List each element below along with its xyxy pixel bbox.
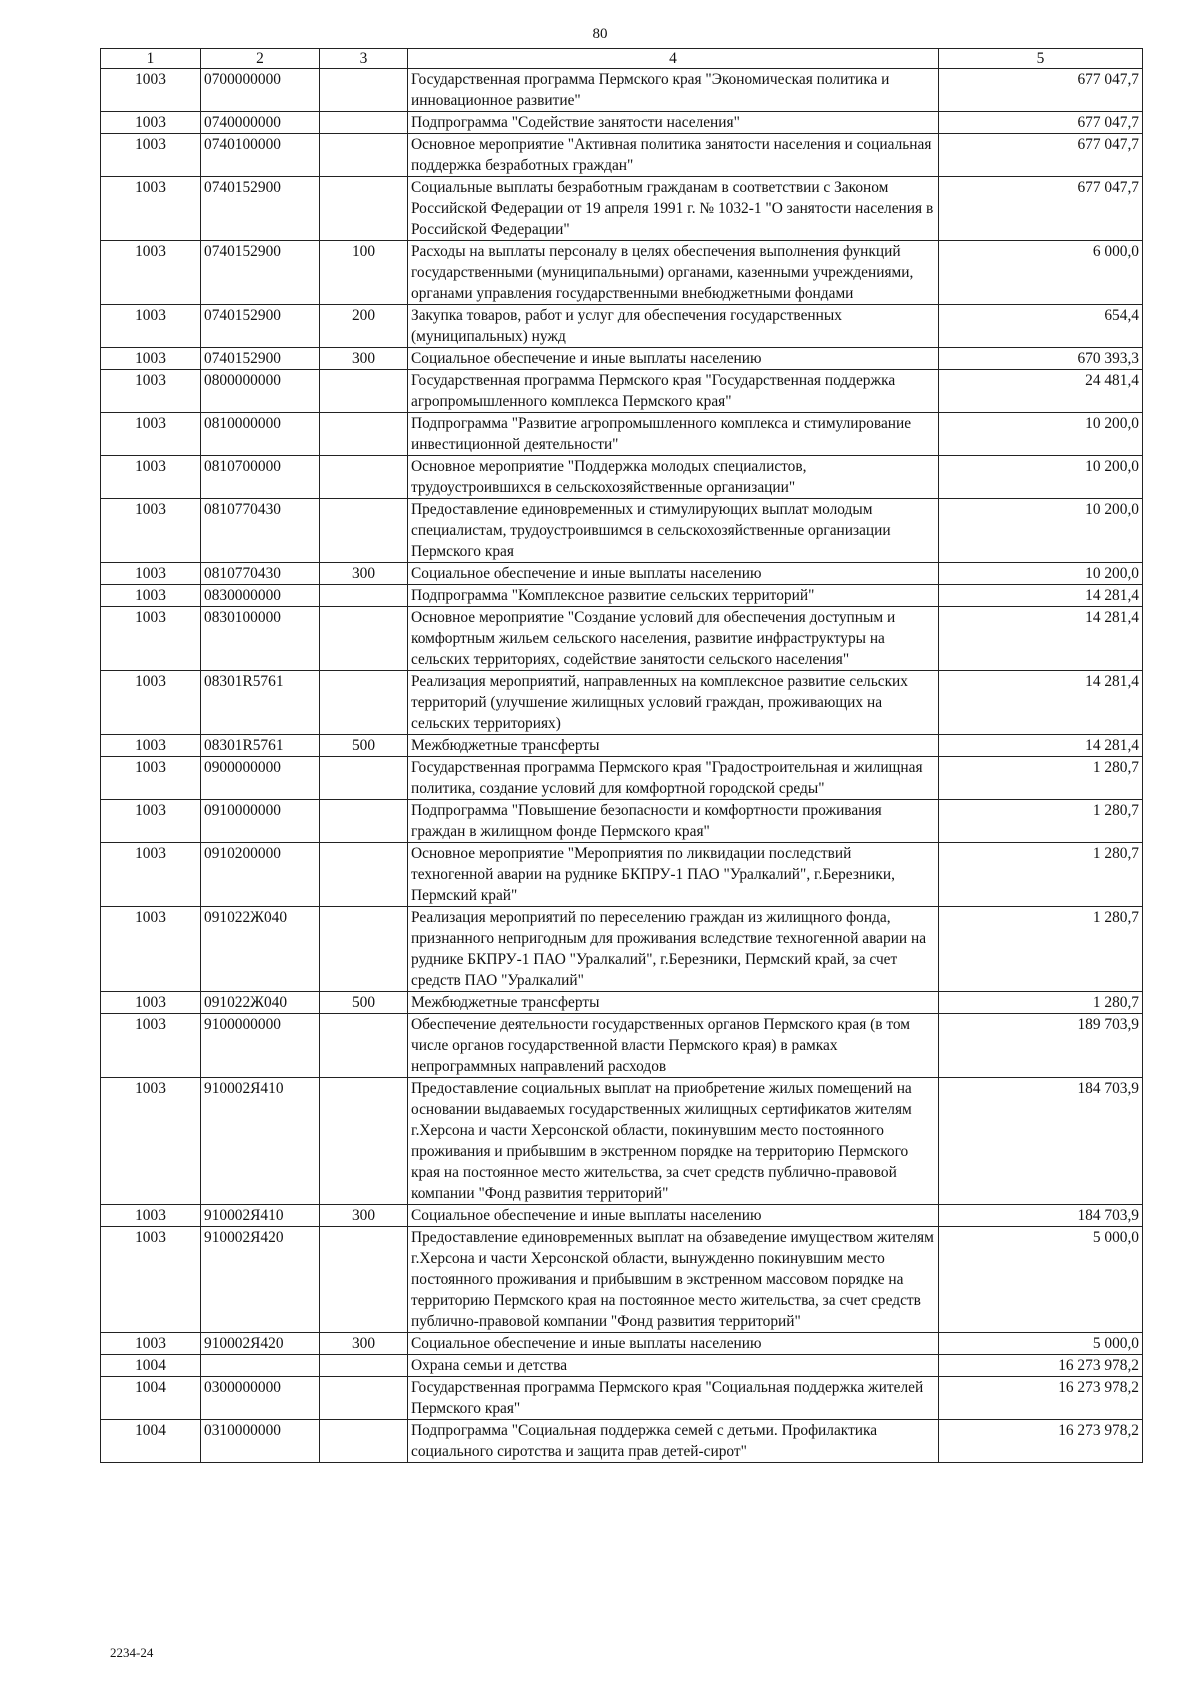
item-name-cell: Социальное обеспечение и иные выплаты населению [408, 348, 939, 370]
table-row [101, 563, 1143, 585]
header-col-5: 5 [939, 49, 1143, 69]
item-name-cell: Предоставление социальных выплат на приобретение жилых помещений на основании выдаваемых государственных жилищных сертификатов жителям г.Херсона и части Херсонской области, покинувшим место постоянного проживания и прибывшим в экстренном порядке на территорию Пермского края на постоянное место жительства, за счет средств публично-правовой компании "Фонд развития территорий" [408, 1078, 939, 1205]
amount-cell: 677 047,7 [939, 134, 1143, 177]
section-cell: 1003 [101, 1078, 201, 1205]
amount-cell: 1 280,7 [939, 800, 1143, 843]
target-article-cell: 08301R5761 [201, 671, 320, 735]
amount-cell: 670 393,3 [939, 348, 1143, 370]
target-article-cell: 9100000000 [201, 1014, 320, 1078]
amount-cell: 10 200,0 [939, 563, 1143, 585]
target-article-cell: 0740100000 [201, 134, 320, 177]
amount-cell: 24 481,4 [939, 370, 1143, 413]
expense-type-cell [320, 112, 408, 134]
section-cell: 1003 [101, 1227, 201, 1333]
section-cell: 1003 [101, 348, 201, 370]
item-name-cell: Подпрограмма "Развитие агропромышленного комплекса и стимулирование инвестиционной деятельности" [408, 413, 939, 456]
amount-cell: 1 280,7 [939, 907, 1143, 992]
expense-type-cell: 500 [320, 735, 408, 757]
amount-cell: 14 281,4 [939, 735, 1143, 757]
section-cell: 1003 [101, 1205, 201, 1227]
table-row [101, 177, 1143, 241]
header-row [101, 49, 1143, 69]
table-row [101, 607, 1143, 671]
table-row [101, 1420, 1143, 1463]
amount-cell: 10 200,0 [939, 456, 1143, 499]
table-row [101, 992, 1143, 1014]
amount-cell: 654,4 [939, 305, 1143, 348]
item-name-cell: Государственная программа Пермского края "Экономическая политика и инновационное развитие" [408, 69, 939, 112]
section-cell: 1003 [101, 992, 201, 1014]
section-cell: 1003 [101, 177, 201, 241]
item-name-cell: Реализация мероприятий по переселению граждан из жилищного фонда, признанного непригодным для проживания вследствие техногенной аварии на руднике БКПРУ-1 ПАО "Уралкалий", г.Березники, Пермский край, за счет средств ПАО "Уралкалий" [408, 907, 939, 992]
expense-type-cell [320, 671, 408, 735]
section-cell: 1003 [101, 305, 201, 348]
header-col-2: 2 [201, 49, 320, 69]
table-row [101, 456, 1143, 499]
table-row [101, 370, 1143, 413]
table-row [101, 1227, 1143, 1333]
expense-type-cell [320, 1377, 408, 1420]
item-name-cell: Расходы на выплаты персоналу в целях обеспечения выполнения функций государственными (муниципальными) органами, казенными учреждениями, органами управления государственными внебюджетными фондами [408, 241, 939, 305]
expense-type-cell: 300 [320, 1205, 408, 1227]
table-row [101, 1355, 1143, 1377]
target-article-cell: 0700000000 [201, 69, 320, 112]
expense-type-cell [320, 499, 408, 563]
amount-cell: 14 281,4 [939, 585, 1143, 607]
document-code: 2234-24 [110, 1645, 154, 1660]
expense-type-cell [320, 134, 408, 177]
target-article-cell: 0830000000 [201, 585, 320, 607]
table-row [101, 112, 1143, 134]
expense-type-cell [320, 585, 408, 607]
target-article-cell: 0900000000 [201, 757, 320, 800]
expense-type-cell [320, 757, 408, 800]
item-name-cell: Основное мероприятие "Поддержка молодых специалистов, трудоустроившихся в сельскохозяйственные организации" [408, 456, 939, 499]
section-cell: 1003 [101, 241, 201, 305]
item-name-cell: Социальное обеспечение и иные выплаты населению [408, 1205, 939, 1227]
section-cell: 1003 [101, 1333, 201, 1355]
expense-type-cell [320, 456, 408, 499]
expense-type-cell [320, 1014, 408, 1078]
table-row [101, 757, 1143, 800]
table-row [101, 800, 1143, 843]
target-article-cell: 0810700000 [201, 456, 320, 499]
table-row [101, 348, 1143, 370]
expense-type-cell [320, 1420, 408, 1463]
expense-type-cell [320, 69, 408, 112]
target-article-cell: 910002Я420 [201, 1227, 320, 1333]
amount-cell: 1 280,7 [939, 843, 1143, 907]
amount-cell: 1 280,7 [939, 992, 1143, 1014]
item-name-cell: Социальное обеспечение и иные выплаты населению [408, 1333, 939, 1355]
table-row [101, 1014, 1143, 1078]
item-name-cell: Реализация мероприятий, направленных на комплексное развитие сельских территорий (улучшение жилищных условий граждан, проживающих на сельских территориях) [408, 671, 939, 735]
section-cell: 1004 [101, 1377, 201, 1420]
amount-cell: 14 281,4 [939, 671, 1143, 735]
item-name-cell: Подпрограмма "Содействие занятости населения" [408, 112, 939, 134]
section-cell: 1003 [101, 563, 201, 585]
section-cell: 1003 [101, 757, 201, 800]
target-article-cell: 0740152900 [201, 305, 320, 348]
expense-type-cell [320, 1355, 408, 1377]
item-name-cell: Государственная программа Пермского края "Социальная поддержка жителей Пермского края" [408, 1377, 939, 1420]
expense-type-cell: 300 [320, 1333, 408, 1355]
table-row [101, 1377, 1143, 1420]
item-name-cell: Подпрограмма "Социальная поддержка семей с детьми. Профилактика социального сиротства и защита прав детей-сирот" [408, 1420, 939, 1463]
item-name-cell: Межбюджетные трансферты [408, 735, 939, 757]
expense-type-cell [320, 1227, 408, 1333]
table-row [101, 241, 1143, 305]
section-cell: 1003 [101, 499, 201, 563]
item-name-cell: Охрана семьи и детства [408, 1355, 939, 1377]
section-cell: 1003 [101, 370, 201, 413]
target-article-cell: 910002Я410 [201, 1205, 320, 1227]
table-row [101, 134, 1143, 177]
expense-type-cell [320, 370, 408, 413]
section-cell: 1003 [101, 907, 201, 992]
section-cell: 1003 [101, 134, 201, 177]
item-name-cell: Подпрограмма "Комплексное развитие сельских территорий" [408, 585, 939, 607]
expense-type-cell: 300 [320, 563, 408, 585]
section-cell: 1003 [101, 456, 201, 499]
expense-type-cell: 500 [320, 992, 408, 1014]
target-article-cell: 0830100000 [201, 607, 320, 671]
target-article-cell: 910002Я410 [201, 1078, 320, 1205]
target-article-cell: 0300000000 [201, 1377, 320, 1420]
section-cell: 1003 [101, 735, 201, 757]
section-cell: 1003 [101, 843, 201, 907]
table-row [101, 671, 1143, 735]
table-header [101, 49, 1143, 69]
item-name-cell: Межбюджетные трансферты [408, 992, 939, 1014]
table-row [101, 499, 1143, 563]
target-article-cell: 0740000000 [201, 112, 320, 134]
target-article-cell: 0740152900 [201, 348, 320, 370]
expense-type-cell [320, 907, 408, 992]
budget-table [100, 48, 1143, 1463]
target-article-cell: 08301R5761 [201, 735, 320, 757]
expense-type-cell [320, 1078, 408, 1205]
amount-cell: 16 273 978,2 [939, 1420, 1143, 1463]
amount-cell: 1 280,7 [939, 757, 1143, 800]
target-article-cell: 0310000000 [201, 1420, 320, 1463]
amount-cell: 16 273 978,2 [939, 1355, 1143, 1377]
expense-type-cell [320, 607, 408, 671]
section-cell: 1004 [101, 1355, 201, 1377]
expense-type-cell [320, 843, 408, 907]
target-article-cell: 0810770430 [201, 499, 320, 563]
amount-cell: 16 273 978,2 [939, 1377, 1143, 1420]
expense-type-cell: 200 [320, 305, 408, 348]
item-name-cell: Социальные выплаты безработным гражданам в соответствии с Законом Российской Федерации от 19 апреля 1991 г. № 1032-1 "О занятости населения в Российской Федерации" [408, 177, 939, 241]
section-cell: 1003 [101, 1014, 201, 1078]
table-row [101, 413, 1143, 456]
section-cell: 1003 [101, 413, 201, 456]
table-row [101, 585, 1143, 607]
header-col-3: 3 [320, 49, 408, 69]
item-name-cell: Государственная программа Пермского края "Государственная поддержка агропромышленного комплекса Пермского края" [408, 370, 939, 413]
item-name-cell: Социальное обеспечение и иные выплаты населению [408, 563, 939, 585]
amount-cell: 6 000,0 [939, 241, 1143, 305]
amount-cell: 14 281,4 [939, 607, 1143, 671]
target-article-cell: 0740152900 [201, 241, 320, 305]
expense-type-cell [320, 413, 408, 456]
item-name-cell: Основное мероприятие "Мероприятия по ликвидации последствий техногенной аварии на руднике БКПРУ-1 ПАО "Уралкалий", г.Березники, Пермский край" [408, 843, 939, 907]
header-col-4: 4 [408, 49, 939, 69]
target-article-cell: 0810770430 [201, 563, 320, 585]
section-cell: 1003 [101, 671, 201, 735]
header-col-1: 1 [101, 49, 201, 69]
target-article-cell: 0800000000 [201, 370, 320, 413]
target-article-cell: 0740152900 [201, 177, 320, 241]
section-cell: 1003 [101, 585, 201, 607]
page-number: 80 [592, 26, 608, 42]
item-name-cell: Основное мероприятие "Создание условий для обеспечения доступным и комфортным жильем сельского населения, развитие инфраструктуры на сельских территориях, содействие занятости сельского населения" [408, 607, 939, 671]
target-article-cell: 0810000000 [201, 413, 320, 456]
table-row [101, 843, 1143, 907]
table-row [101, 69, 1143, 112]
target-article-cell: 091022Ж040 [201, 907, 320, 992]
item-name-cell: Предоставление единовременных выплат на обзаведение имуществом жителям г.Херсона и части Херсонской области, вынужденно покинувшим место постоянного проживания и прибывшим в экстренном массовом порядке на территорию Пермского края на постоянное место жительства, за счет средств публично-правовой компании "Фонд развития территорий" [408, 1227, 939, 1333]
table-row [101, 907, 1143, 992]
item-name-cell: Закупка товаров, работ и услуг для обеспечения государственных (муниципальных) нужд [408, 305, 939, 348]
target-article-cell [201, 1355, 320, 1377]
amount-cell: 677 047,7 [939, 69, 1143, 112]
amount-cell: 677 047,7 [939, 112, 1143, 134]
table-row [101, 735, 1143, 757]
table-row [101, 305, 1143, 348]
table-row [101, 1205, 1143, 1227]
item-name-cell: Обеспечение деятельности государственных органов Пермского края (в том числе органов государственной власти Пермского края) в рамках непрограммных направлений расходов [408, 1014, 939, 1078]
amount-cell: 189 703,9 [939, 1014, 1143, 1078]
amount-cell: 5 000,0 [939, 1227, 1143, 1333]
amount-cell: 184 703,9 [939, 1205, 1143, 1227]
item-name-cell: Основное мероприятие "Активная политика занятости населения и социальная поддержка безработных граждан" [408, 134, 939, 177]
section-cell: 1003 [101, 69, 201, 112]
expense-type-cell: 300 [320, 348, 408, 370]
section-cell: 1004 [101, 1420, 201, 1463]
item-name-cell: Предоставление единовременных и стимулирующих выплат молодым специалистам, трудоустроившимся в сельскохозяйственные организации Пермского края [408, 499, 939, 563]
target-article-cell: 091022Ж040 [201, 992, 320, 1014]
amount-cell: 5 000,0 [939, 1333, 1143, 1355]
target-article-cell: 0910000000 [201, 800, 320, 843]
table-row [101, 1078, 1143, 1205]
amount-cell: 677 047,7 [939, 177, 1143, 241]
target-article-cell: 910002Я420 [201, 1333, 320, 1355]
item-name-cell: Государственная программа Пермского края "Градостроительная и жилищная политика, создание условий для комфортной городской среды" [408, 757, 939, 800]
amount-cell: 184 703,9 [939, 1078, 1143, 1205]
item-name-cell: Подпрограмма "Повышение безопасности и комфортности проживания граждан в жилищном фонде Пермского края" [408, 800, 939, 843]
section-cell: 1003 [101, 112, 201, 134]
amount-cell: 10 200,0 [939, 413, 1143, 456]
target-article-cell: 0910200000 [201, 843, 320, 907]
section-cell: 1003 [101, 800, 201, 843]
expense-type-cell: 100 [320, 241, 408, 305]
expense-type-cell [320, 177, 408, 241]
amount-cell: 10 200,0 [939, 499, 1143, 563]
table-body [101, 69, 1143, 1463]
expense-type-cell [320, 800, 408, 843]
table-row [101, 1333, 1143, 1355]
section-cell: 1003 [101, 607, 201, 671]
